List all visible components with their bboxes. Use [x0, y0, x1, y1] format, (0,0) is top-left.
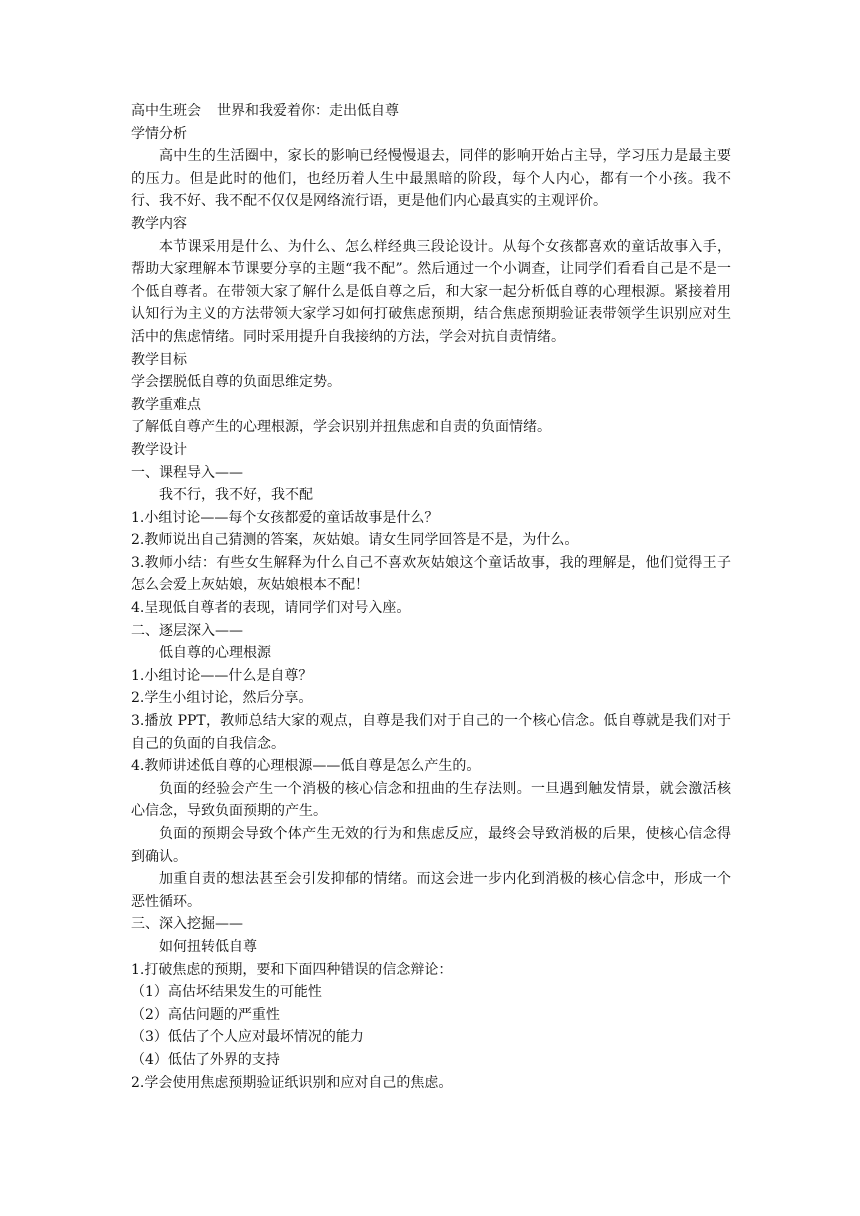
part1-item: 4.呈现低自尊者的表现，请同学们对号入座。 [131, 600, 411, 617]
part3-subitem: （4）低估了外界的支持 [131, 1051, 280, 1068]
mubiao-text: 学会摆脱低自尊的负面思维定势。 [131, 374, 341, 391]
section-heading-mubiao: 教学目标 [131, 351, 187, 368]
title-part-1: 高中生班会 [131, 103, 201, 119]
part2-item: 1.小组讨论——什么是自尊？ [131, 667, 313, 684]
part1-heading: 一、课程导入—— [131, 464, 243, 481]
part1-subtitle: 我不行，我不好，我不配 [159, 487, 313, 504]
xueqing-paragraph: 高中生的生活圈中，家长的影响已经慢慢退去，同伴的影响开始占主导，学习压力是最主要的压力。但是此时的他们，也经历着人生中最黑暗的阶段，每个人内心，都有一个小孩。我不行、我不好、我不配不仅仅是网络流行语，更是他们内心最真实的主观评价。 [131, 148, 731, 210]
part2-item: 2.学生小组讨论，然后分享。 [131, 690, 313, 707]
part3-heading: 三、深入挖掘—— [131, 916, 243, 933]
part3-subitem: （3）低估了个人应对最坏情况的能力 [131, 1029, 364, 1046]
part2-heading: 二、逐层深入—— [131, 622, 243, 639]
part2-item: 4.教师讲述低自尊的心理根源——低自尊是怎么产生的。 [131, 758, 481, 775]
part2-paragraph: 负面的预期会导致个体产生无效的行为和焦虑反应，最终会导致消极的后果，使核心信念得到确认。 [131, 826, 731, 865]
part2-paragraph: 负面的经验会产生一个消极的核心信念和扭曲的生存法则。一旦遇到触发情景，就会激活核心信念，导致负面预期的产生。 [131, 780, 731, 820]
section-heading-neirong: 教学内容 [131, 215, 187, 232]
part3-subitem: （1）高估坏结果发生的可能性 [131, 984, 322, 1001]
part1-item: 2.教师说出自己猜测的答案，灰姑娘。请女生同学回答是不是，为什么。 [131, 532, 579, 549]
part3-item: 2.学会使用焦虑预期验证纸识别和应对自己的焦虑。 [131, 1074, 453, 1091]
part3-item: 1.打破焦虑的预期，要和下面四种错误的信念辩论： [131, 961, 453, 978]
part3-subtitle: 如何扭转低自尊 [159, 938, 257, 955]
section-heading-xueqing: 学情分析 [131, 125, 187, 142]
part1-item: 3.教师小结：有些女生解释为什么自己不喜欢灰姑娘这个童话故事，我的理解是，他们觉得王子怎么会爱上灰姑娘，灰姑娘根本不配！ [131, 554, 731, 594]
section-heading-sheji: 教学设计 [131, 441, 187, 458]
zhongnan-text: 了解低自尊产生的心理根源，学会识别并扭焦虑和自责的负面情绪。 [131, 419, 551, 436]
document-page [131, 100, 731, 1094]
neirong-paragraph: 本节课采用是什么、为什么、怎么样经典三段论设计。从每个女孩都喜欢的童话故事入手，帮助大家理解本节课要分享的主题“我不配”。然后通过一个小调查，让同学们看看自己是不是一个低自尊者。在带领大家了解什么是低自尊之后，和大家一起分析低自尊的心理根源。紧接着用认知行为主义的方法带领大家学习如何打破焦虑预期，结合焦虑预期验证表带领学生识别应对生活中的焦虑情绪。同时采用提升自我接纳的方法，学会对抗自责情绪。 [131, 238, 731, 345]
document-title [131, 100, 731, 123]
title-part-2: 世界和我爱着你：走出低自尊 [217, 103, 399, 119]
part2-paragraph: 加重自责的想法甚至会引发抑郁的情绪。而这会进一步内化到消极的核心信念中，形成一个恶性循环。 [131, 871, 731, 910]
part2-subtitle: 低自尊的心理根源 [159, 645, 271, 662]
section-heading-zhongnan: 教学重难点 [131, 396, 201, 413]
part2-item: 3.播放 PPT，教师总结大家的观点，自尊是我们对于自己的一个核心信念。低自尊就是我们对于自己的负面的自我信念。 [131, 713, 731, 752]
part1-item: 1.小组讨论——每个女孩都爱的童话故事是什么？ [131, 509, 439, 526]
part3-subitem: （2）高估问题的严重性 [131, 1006, 280, 1023]
